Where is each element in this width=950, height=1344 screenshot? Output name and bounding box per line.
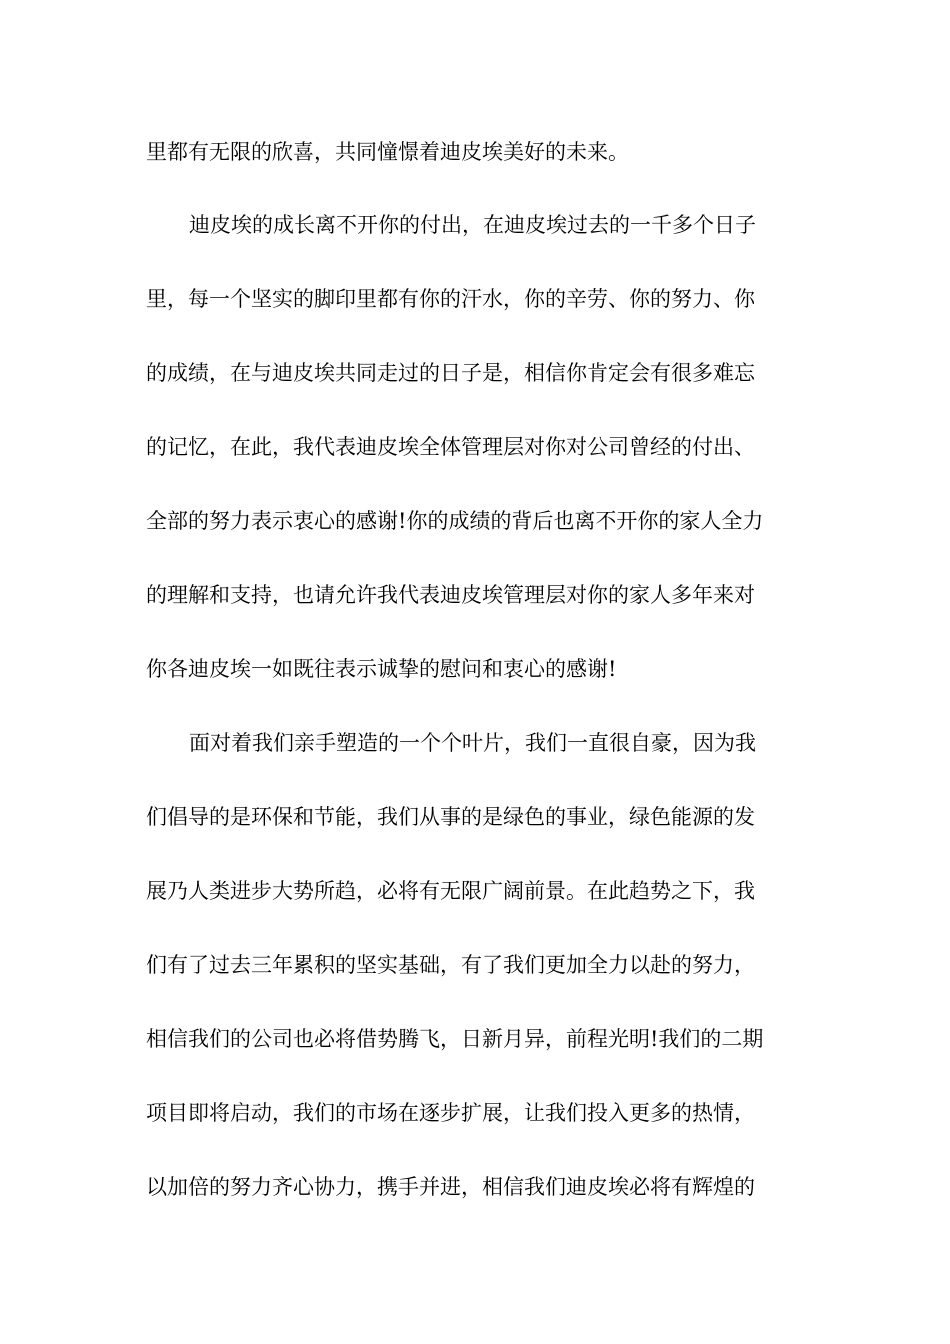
text-line: 们倡导的是环保和节能，我们从事的是绿色的事业，绿色能源的发 xyxy=(146,805,755,829)
text-line: 的记忆，在此，我代表迪皮埃全体管理层对你对公司曾经的付出、 xyxy=(146,435,755,459)
text-line: 全部的努力表示衷心的感谢!你的成绩的背后也离不开你的家人全力 xyxy=(146,509,764,533)
text-line: 们有了过去三年累积的坚实基础，有了我们更加全力以赴的努力， xyxy=(146,953,755,977)
text-line: 里都有无限的欣喜，共同憧憬着迪皮埃美好的未来。 xyxy=(146,140,629,164)
text-line: 以加倍的努力齐心协力，携手并进，相信我们迪皮埃必将有辉煌的 xyxy=(146,1175,755,1199)
text-line: 的成绩，在与迪皮埃共同走过的日子是，相信你肯定会有很多难忘 xyxy=(146,361,755,385)
text-line: 的理解和支持，也请允许我代表迪皮埃管理层对你的家人多年来对 xyxy=(146,583,755,607)
paragraph-first-line: 面对着我们亲手塑造的一个个叶片，我们一直很自豪，因为我 xyxy=(189,731,756,755)
paragraph-first-line: 迪皮埃的成长离不开你的付出，在迪皮埃过去的一千多个日子 xyxy=(189,213,756,237)
text-line: 相信我们的公司也必将借势腾飞，日新月异，前程光明!我们的二期 xyxy=(146,1027,764,1051)
text-line: 你各迪皮埃一如既往表示诚挚的慰问和衷心的感谢! xyxy=(146,657,617,681)
text-line: 展乃人类进步大势所趋，必将有无限广阔前景。在此趋势之下，我 xyxy=(146,879,755,903)
text-line: 里，每一个坚实的脚印里都有你的汗水，你的辛劳、你的努力、你 xyxy=(146,287,755,311)
text-line: 项目即将启动，我们的市场在逐步扩展，让我们投入更多的热情， xyxy=(146,1101,755,1125)
